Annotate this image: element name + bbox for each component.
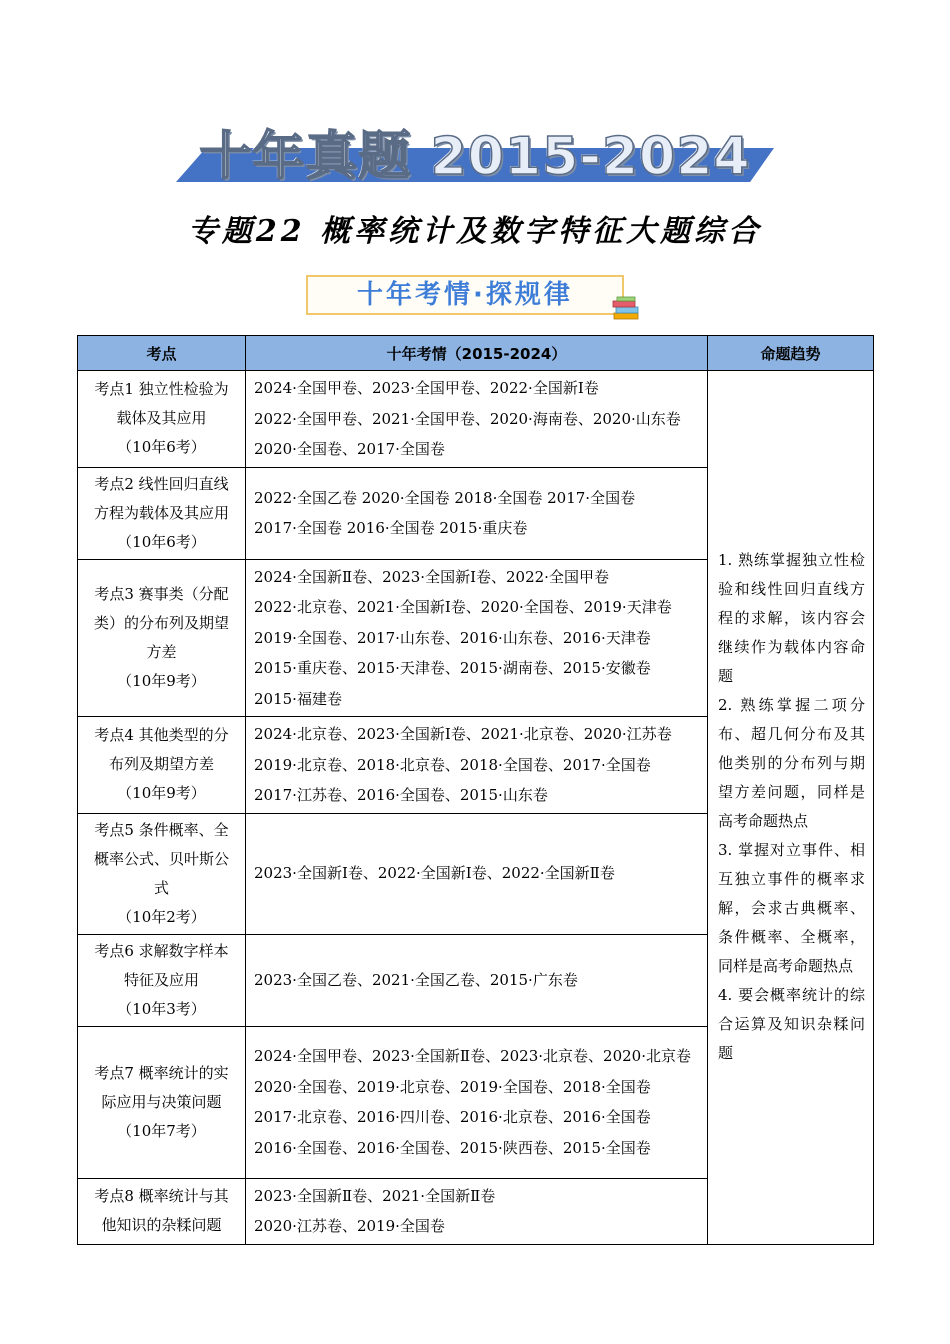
topic-line: 载体及其应用 bbox=[116, 409, 207, 428]
topic-cell bbox=[78, 1178, 246, 1244]
papers-cell bbox=[246, 1178, 708, 1244]
papers-cell bbox=[246, 717, 708, 814]
paper-line: 2022·北京卷、2021·全国新Ⅰ卷、2020·全国卷、2019·天津卷 bbox=[254, 598, 672, 616]
paper-line: 2024·北京卷、2023·全国新Ⅰ卷、2021·北京卷、2020·江苏卷 bbox=[254, 725, 672, 743]
paper-line: 2024·全国新Ⅱ卷、2023·全国新Ⅰ卷、2022·全国甲卷 bbox=[254, 567, 609, 586]
papers-cell bbox=[246, 559, 708, 717]
paper-line: 2017·全国卷 2016·全国卷 2015·重庆卷 bbox=[254, 519, 528, 537]
header-topic: 考点 bbox=[78, 336, 246, 371]
topic-cell bbox=[78, 467, 246, 559]
topic-line: 考点1 独立性检验为 bbox=[94, 380, 229, 399]
topic-cell bbox=[78, 371, 246, 468]
paper-line: 2019·北京卷、2018·北京卷、2018·全国卷、2017·全国卷 bbox=[254, 755, 651, 774]
paper-line: 2022·全国甲卷、2021·全国甲卷、2020·海南卷、2020·山东卷 bbox=[254, 409, 681, 428]
topic-line: 布列及期望方差 bbox=[108, 755, 214, 774]
trend-item: 2. 熟练掌握二项分布、超几何分布及其他类别的分布列与期望方差问题，同样是高考命题热点 bbox=[718, 696, 865, 831]
topic-line: 考点2 线性回归直线 bbox=[94, 474, 229, 493]
paper-line: 2024·全国甲卷、2023·全国甲卷、2022·全国新Ⅰ卷 bbox=[254, 379, 599, 397]
trend-item: 4. 要会概率统计的综合运算及知识杂糅问题 bbox=[718, 986, 865, 1063]
topic-count: （10年2考） bbox=[117, 907, 206, 926]
topic-count: （10年9考） bbox=[117, 784, 206, 803]
paper-line: 2023·全国新Ⅰ卷、2022·全国新Ⅰ卷、2022·全国新Ⅱ卷 bbox=[254, 864, 615, 883]
paper-line: 2016·全国卷、2016·全国卷、2015·陕西卷、2015·全国卷 bbox=[254, 1138, 651, 1157]
paper-line: 2020·全国卷、2019·北京卷、2019·全国卷、2018·全国卷 bbox=[254, 1077, 651, 1096]
paper-line: 2020·江苏卷、2019·全国卷 bbox=[254, 1217, 445, 1235]
topic-line: 概率公式、贝叶斯公 bbox=[93, 849, 229, 868]
topic-line: 考点5 条件概率、全 bbox=[94, 820, 229, 839]
papers-cell bbox=[246, 467, 708, 559]
topic-line: 方程为载体及其应用 bbox=[93, 503, 229, 522]
paper-line: 2017·江苏卷、2016·全国卷、2015·山东卷 bbox=[254, 786, 548, 804]
table-header-row bbox=[78, 336, 874, 371]
header-papers: 十年考情（2015-2024） bbox=[246, 336, 708, 371]
topic-cell bbox=[78, 1026, 246, 1178]
topic-line: 考点3 赛事类（分配 bbox=[94, 584, 229, 603]
topic-cell bbox=[78, 559, 246, 717]
trend-cell bbox=[708, 371, 874, 1245]
topic-cell bbox=[78, 813, 246, 934]
topic-line: 特征及应用 bbox=[123, 970, 199, 989]
topic-count: （10年7考） bbox=[117, 1121, 206, 1140]
topic-count: （10年9考） bbox=[117, 671, 206, 690]
topic-cell bbox=[78, 934, 246, 1026]
paper-line: 2020·全国卷、2017·全国卷 bbox=[254, 440, 445, 458]
topic-line: 考点7 概率统计的实 bbox=[94, 1063, 229, 1082]
topic-line: 考点8 概率统计与其 bbox=[94, 1187, 229, 1205]
topic-line: 考点4 其他类型的分 bbox=[94, 726, 229, 745]
topic-line: 类）的分布列及期望 bbox=[93, 613, 229, 632]
paper-line: 2022·全国乙卷 2020·全国卷 2018·全国卷 2017·全国卷 bbox=[254, 488, 636, 507]
topic-cell bbox=[78, 717, 246, 814]
topic-line: 考点6 求解数字样本 bbox=[94, 941, 229, 960]
trend-item: 3. 掌握对立事件、相互独立事件的概率求解，会求古典概率、条件概率、全概率，同样是高考命题热点 bbox=[718, 841, 865, 976]
paper-line: 2023·全国乙卷、2021·全国乙卷、2015·广东卷 bbox=[254, 970, 578, 989]
topic-count: （10年3考） bbox=[117, 999, 206, 1018]
trend-item: 1. 熟练掌握独立性检验和线性回归直线方程的求解，该内容会继续作为载体内容命题 bbox=[718, 551, 865, 686]
exam-stats-table bbox=[77, 335, 874, 1245]
paper-line: 2015·重庆卷、2015·天津卷、2015·湖南卷、2015·安徽卷 bbox=[254, 659, 651, 677]
paper-line: 2017·北京卷、2016·四川卷、2016·北京卷、2016·全国卷 bbox=[254, 1108, 651, 1126]
section-label-box bbox=[306, 275, 624, 315]
papers-cell bbox=[246, 813, 708, 934]
topic-line: 他知识的杂糅问题 bbox=[101, 1216, 222, 1234]
header-trend: 命题趋势 bbox=[708, 336, 874, 371]
topic-count: （10年6考） bbox=[117, 532, 206, 551]
topic-count: （10年6考） bbox=[117, 438, 206, 457]
table-row bbox=[78, 371, 874, 468]
papers-cell bbox=[246, 934, 708, 1026]
paper-line: 2015·福建卷 bbox=[254, 689, 342, 708]
topic-line: 方差 bbox=[146, 642, 177, 661]
paper-line: 2024·全国甲卷、2023·全国新Ⅱ卷、2023·北京卷、2020·北京卷 bbox=[254, 1047, 691, 1065]
page-title: 专题22 概率统计及数字特征大题综合 bbox=[187, 214, 763, 249]
section-label: 十年考情·探规律 bbox=[357, 280, 573, 310]
header-banner bbox=[176, 112, 774, 187]
topic-line: 式 bbox=[153, 878, 169, 897]
papers-cell bbox=[246, 371, 708, 468]
books-icon bbox=[612, 296, 642, 322]
paper-line: 2023·全国新Ⅱ卷、2021·全国新Ⅱ卷 bbox=[254, 1186, 496, 1205]
banner-title: 十年真题 2015-2024 bbox=[199, 127, 751, 187]
paper-line: 2019·全国卷、2017·山东卷、2016·山东卷、2016·天津卷 bbox=[254, 628, 651, 647]
topic-line: 际应用与决策问题 bbox=[101, 1092, 222, 1111]
papers-cell bbox=[246, 1026, 708, 1178]
